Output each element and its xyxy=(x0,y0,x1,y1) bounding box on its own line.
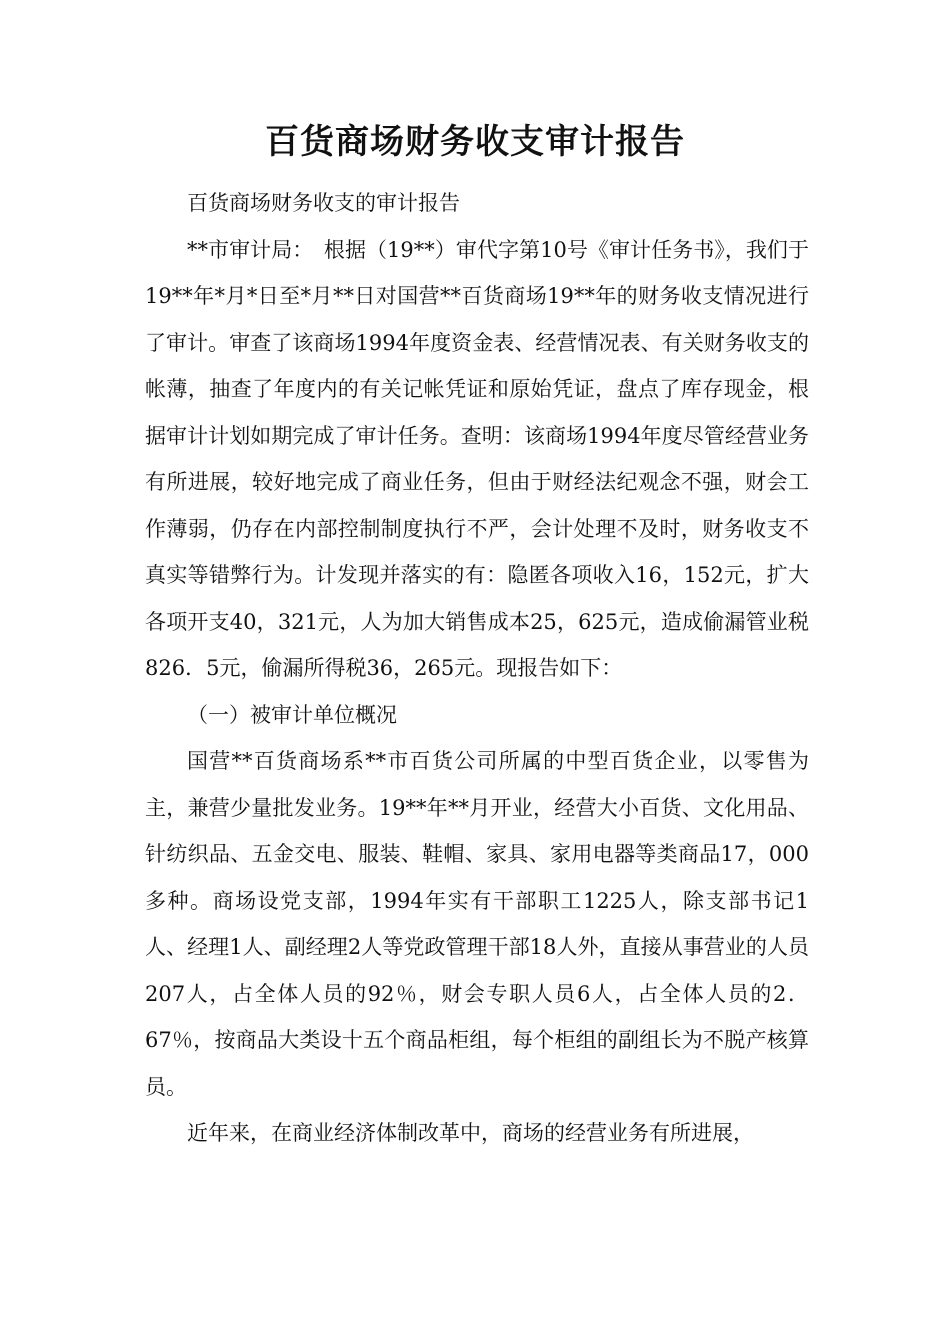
paragraph-subtitle: 百货商场财务收支的审计报告 xyxy=(187,191,460,215)
paragraph-overview: 国营**百货商场系**市百货公司所属的中型百货企业，以零售为主，兼营少量批发业务。19**年**月开业，经营大小百货、文化用品、针纺织品、五金交电、服装、鞋帽、家具、家用电器等类商品17，000多种。商场设党支部，1994年实有干部职工1225人，除支部书记1人、经理1人、副经理2人等党政管理干部18人外，直接从事营业的人员207人，占全体人员的92％，财会专职人员6人，占全体人员的2．67％，按商品大类设十五个商品柜组，每个柜组的副组长为不脱产核算员。 xyxy=(145,749,809,1099)
paragraph-introduction: **市审计局： 根据（19**）审代字第10号《审计任务书》，我们于19**年*月*日至*月**日对国营**百货商场19**年的财务收支情况进行了审计。审查了该商场1994年度资金表、经营情况表、有关财务收支的帐薄，抽查了年度内的有关记帐凭证和原始凭证，盘点了库存现金，根据审计计划如期完成了审计任务。查明：该商场1994年度尽管经营业务有所进展，较好地完成了商业任务，但由于财经法纪观念不强，财会工作薄弱，仍存在内部控制制度执行不严，会计处理不及时，财务收支不真实等错弊行为。计发现并落实的有：隐匿各项收入16，152元，扩大各项开支40，321元，人为加大销售成本25，625元，造成偷漏管业税826．5元，偷漏所得税36，265元。现报告如下： xyxy=(145,237,809,680)
section-heading: （一）被审计单位概况 xyxy=(187,702,397,727)
document-body xyxy=(145,180,809,1157)
document-title: 百货商场财务收支审计报告 xyxy=(265,122,685,162)
paragraph-recent-years: 近年来，在商业经济体制改革中，商场的经营业务有所进展， xyxy=(187,1121,754,1145)
